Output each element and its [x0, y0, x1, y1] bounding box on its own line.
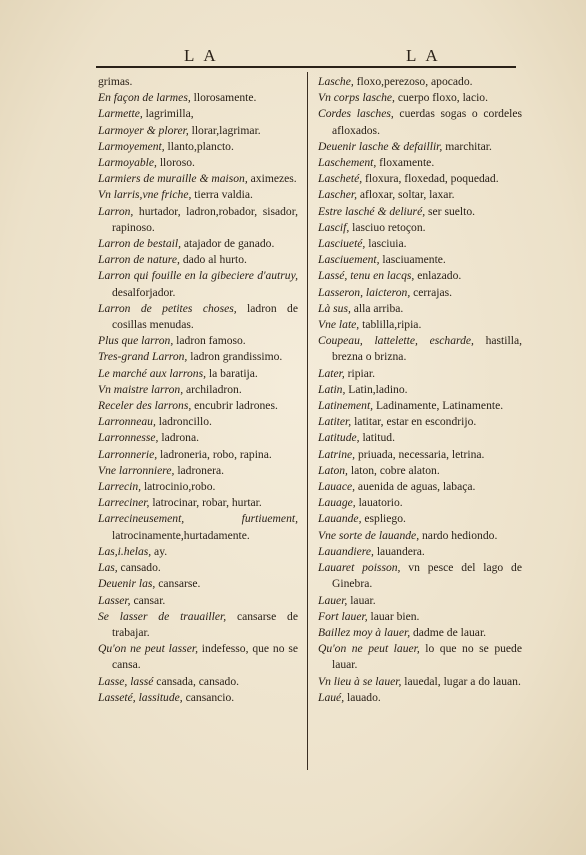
entry-headword: Lasseron, laicteron, [318, 285, 411, 299]
entry-headword: Cordes lasches, [318, 107, 394, 121]
entry-headword: Lascheté, [318, 172, 363, 186]
entry-translation: dadme de lauar. [410, 625, 487, 639]
entry-headword: Lasciueté, [318, 237, 366, 251]
entry-headword: Vn lieu à se lauer, [318, 674, 402, 688]
entry-translation: lasciuo retoçon. [349, 220, 426, 234]
dictionary-entry [98, 90, 298, 106]
dictionary-entry [318, 90, 522, 106]
entry-translation: ladronera. [174, 463, 224, 477]
entry-headword: Larmoyable, [98, 156, 157, 170]
entry-headword: Estre lasché & deliuré, [318, 204, 426, 218]
entry-translation: ladron de cosillas menudas. [112, 301, 298, 332]
entry-headword: Lascif, [318, 220, 350, 234]
entry-headword: Larrecin, [98, 480, 142, 494]
dictionary-entry [98, 333, 298, 349]
dictionary-entry [98, 414, 298, 430]
entry-translation: lauado. [344, 690, 381, 704]
entry-headword: Larmiers de muraille & maison, [98, 172, 248, 186]
dictionary-entry [318, 333, 522, 365]
dictionary-entry [318, 285, 522, 301]
dictionary-entry [318, 317, 522, 333]
dictionary-entry [98, 479, 298, 495]
entry-headword: Latitude, [318, 431, 360, 445]
dictionary-entry [318, 301, 522, 317]
entry-headword: Las, [98, 561, 118, 575]
dictionary-entry [318, 609, 522, 625]
entry-headword: Lasser, [98, 593, 131, 607]
entry-headword: Larrecineusement, furtiuement, [98, 512, 298, 526]
entry-headword: Vne larronniere, [98, 463, 175, 477]
entry-headword: Larronnerie, [98, 447, 158, 461]
dictionary-entry [98, 301, 298, 333]
dictionary-entry [318, 366, 522, 382]
entry-headword: Lauandiere, [318, 544, 374, 558]
entry-translation: espliego. [361, 512, 406, 526]
entry-translation: lasciuamente. [379, 253, 446, 267]
dictionary-entry [318, 398, 522, 414]
entry-translation: indefesso, que no se cansa. [112, 642, 298, 672]
entry-headword: Coupeau, lattelette, escharde, [318, 334, 474, 348]
entry-translation: cansancio. [182, 690, 235, 704]
left-column [98, 74, 298, 706]
dictionary-entry [318, 220, 522, 236]
entry-headword: Larronnesse, [98, 431, 159, 445]
entry-translation: cansarse de trabajar. [112, 609, 298, 639]
dictionary-entry [318, 495, 522, 511]
dictionary-entry [318, 447, 522, 463]
entry-headword: En façon de larmes, [98, 91, 191, 105]
entry-headword: Lasche, [318, 75, 354, 88]
dictionary-entry [98, 349, 298, 365]
entry-translation: floxamente. [376, 156, 435, 170]
entry-translation: atajador de ganado. [181, 237, 275, 251]
entry-translation: ladroneria, robo, rapina. [157, 447, 272, 461]
entry-headword: Là sus, [318, 301, 351, 315]
dictionary-entry [318, 236, 522, 252]
dictionary-entry [98, 511, 298, 543]
column-divider [307, 72, 308, 770]
entry-translation: cerrajas. [410, 285, 453, 299]
dictionary-entry [98, 430, 298, 446]
dictionary-entry [98, 609, 298, 641]
entry-headword: Larmette, [98, 107, 143, 121]
entry-headword: Vn maistre larron, [98, 382, 184, 396]
entry-headword: Larron qui fouille en la gibeciere d'autruy, [98, 269, 298, 283]
dictionary-entry [98, 187, 298, 203]
dictionary-entry [98, 123, 298, 139]
dictionary-entry [98, 463, 298, 479]
dictionary-entry [318, 690, 522, 706]
entry-headword: Lascher, [318, 188, 357, 202]
running-head-left: LA [184, 46, 225, 65]
entry-translation: latitar, estar en escondrijo. [351, 415, 477, 429]
dictionary-entry [318, 204, 522, 220]
entry-translation: grimas. [98, 75, 133, 88]
entry-headword: Larron, [98, 204, 134, 218]
dictionary-entry [98, 139, 298, 155]
entry-translation: cansar. [130, 593, 166, 607]
entry-headword: Plus que larron, [98, 334, 174, 348]
entry-headword: Las,i.helas, [98, 544, 152, 558]
entry-headword: Fort lauer, [318, 609, 368, 623]
dictionary-entry [318, 382, 522, 398]
entry-translation: cansarse. [155, 577, 201, 591]
entry-translation: ay. [151, 544, 168, 558]
entry-headword: Deuenir las, [98, 577, 156, 591]
entry-translation: lauatorio. [355, 496, 403, 510]
entry-headword: Larron de bestail, [98, 237, 181, 251]
dictionary-entry [98, 382, 298, 398]
entry-translation: laton, cobre alaton. [347, 463, 440, 477]
dictionary-entry [98, 544, 298, 560]
dictionary-entry [98, 495, 298, 511]
header-rule [96, 66, 516, 68]
dictionary-entry [318, 593, 522, 609]
entry-headword: Lauage, [318, 496, 356, 510]
dictionary-entry [98, 366, 298, 382]
entry-headword: Laschement, [318, 156, 377, 170]
entry-headword: Baillez moy à lauer, [318, 625, 411, 639]
entry-translation: marchitar. [442, 139, 492, 153]
entry-translation: ladrona. [158, 431, 200, 445]
dictionary-entry [98, 447, 298, 463]
dictionary-entry [98, 641, 298, 673]
entry-translation: llorosamente. [190, 91, 257, 105]
entry-translation: ladron famoso. [173, 334, 246, 348]
dictionary-entry [98, 155, 298, 171]
dictionary-entry [98, 252, 298, 268]
entry-headword: Latin, [318, 382, 346, 396]
entry-translation: lagrimilla, [142, 107, 194, 121]
entry-headword: Laton, [318, 463, 348, 477]
entry-translation: archiladron. [183, 382, 242, 396]
entry-translation: lauar bien. [367, 609, 420, 623]
entry-headword: Se lasser de trauailler, [98, 609, 227, 623]
entry-translation: ripiar. [344, 366, 376, 380]
entry-headword: Lasse, lassé [98, 674, 154, 688]
dictionary-entry [318, 528, 522, 544]
entry-translation: floxura, floxedad, poquedad. [362, 172, 499, 186]
dictionary-entry [318, 414, 522, 430]
entry-translation: tierra valdia. [191, 188, 253, 202]
dictionary-entry [98, 593, 298, 609]
entry-translation: latitud. [359, 431, 395, 445]
dictionary-entry [318, 171, 522, 187]
dictionary-entry [98, 268, 298, 300]
entry-translation: enlazado. [414, 269, 462, 283]
entry-translation: vn pesce del lago de Ginebra. [332, 561, 522, 591]
dictionary-entry [98, 674, 298, 690]
entry-translation: latrocinamente,hurtadamente. [112, 528, 250, 542]
entry-headword: Larronneau, [98, 415, 156, 429]
entry-headword: Latiter, [318, 415, 352, 429]
dictionary-entry [318, 268, 522, 284]
dictionary-entry [318, 74, 522, 90]
entry-headword: Later, [318, 366, 345, 380]
entry-translation: ser suelto. [425, 204, 476, 218]
dictionary-entry [98, 236, 298, 252]
entry-headword: Latrine, [318, 447, 356, 461]
right-column [318, 74, 522, 706]
entry-translation: lloroso. [156, 156, 195, 170]
dictionary-entry [318, 674, 522, 690]
entry-translation: afloxar, soltar, laxar. [356, 188, 455, 202]
entry-translation: auenida de aguas, labaça. [355, 480, 476, 494]
entry-headword: Tres-grand Larron, [98, 350, 188, 364]
entry-translation: priuada, necessaria, letrina. [355, 447, 485, 461]
dictionary-entry [98, 690, 298, 706]
dictionary-entry [318, 252, 522, 268]
entry-translation: Ladinamente, Latinamente. [373, 399, 504, 413]
dictionary-entry [318, 139, 522, 155]
entry-translation: encubrir ladrones. [191, 399, 278, 413]
entry-headword: Lassé, tenu en lacqs, [318, 269, 415, 283]
entry-headword: Lauaret poisson, [318, 561, 401, 575]
entry-translation: cuerdas sogas o cordeles afloxados. [332, 107, 522, 137]
entry-headword: Deuenir lasche & defaillir, [318, 139, 443, 153]
entry-translation: hurtador, ladron,robador, sisador, rapinoso. [112, 204, 298, 234]
dictionary-entry [318, 463, 522, 479]
dictionary-entry [98, 576, 298, 592]
entry-headword: Larron de petites choses, [98, 301, 237, 315]
entry-headword: Latinement, [318, 399, 374, 413]
dictionary-entry [318, 430, 522, 446]
dictionary-entry [98, 560, 298, 576]
entry-translation: latrocinio,robo. [141, 480, 216, 494]
entry-headword: Lauer, [318, 593, 348, 607]
entry-translation: aximezes. [247, 172, 297, 186]
entry-headword: Le marché aux larrons, [98, 366, 206, 380]
dictionary-entry [98, 171, 298, 187]
dictionary-entry [318, 560, 522, 592]
dictionary-entry [318, 479, 522, 495]
entry-translation: floxo,perezoso, apocado. [353, 75, 473, 88]
entry-headword: Larron de nature, [98, 253, 180, 267]
entry-headword: Lauace, [318, 480, 356, 494]
entry-translation: cuerpo floxo, lacio. [394, 91, 489, 105]
entry-headword: Qu'on ne peut lauer, [318, 642, 420, 656]
dictionary-entry [318, 625, 522, 641]
entry-translation: lauar. [347, 593, 376, 607]
entry-headword: Larmoyement, [98, 139, 165, 153]
entry-translation: ladroncillo. [155, 415, 212, 429]
entry-translation: lo que no se puede lauar. [332, 642, 522, 672]
entry-translation: lauedal, lugar a do lauan. [401, 674, 521, 688]
dictionary-entry [318, 187, 522, 203]
entry-translation: cansado. [117, 561, 161, 575]
dictionary-entry [98, 106, 298, 122]
entry-headword: Lauande, [318, 512, 362, 526]
entry-translation: nardo hediondo. [419, 528, 498, 542]
entry-translation: alla arriba. [350, 301, 404, 315]
dictionary-entry [98, 74, 298, 90]
running-head-right: LA [406, 46, 447, 65]
entry-headword: Vn larris,vne friche, [98, 188, 192, 202]
entry-translation: lauandera. [373, 544, 425, 558]
entry-translation: cansada, cansado. [153, 674, 240, 688]
entry-translation: la baratija. [205, 366, 258, 380]
dictionary-entry [318, 106, 522, 138]
dictionary-entry [318, 155, 522, 171]
entry-headword: Larreciner, [98, 496, 150, 510]
entry-translation: llanto,plancto. [164, 139, 234, 153]
entry-headword: Receler des larrons, [98, 399, 192, 413]
entry-translation: lasciuia. [365, 237, 407, 251]
entry-translation: dado al hurto. [179, 253, 247, 267]
entry-headword: Qu'on ne peut lasser, [98, 642, 198, 656]
entry-headword: Lasciuement, [318, 253, 380, 267]
entry-translation: hastilla, brezna o brizna. [332, 334, 522, 364]
entry-translation: latrocinar, robar, hurtar. [149, 496, 262, 510]
entry-headword: Vne sorte de lauande, [318, 528, 420, 542]
entry-headword: Laué, [318, 690, 345, 704]
page-header [96, 44, 516, 70]
entry-translation: llorar,lagrimar. [188, 123, 261, 137]
dictionary-entry [318, 641, 522, 673]
dictionary-entry [318, 511, 522, 527]
entry-translation: Latin,ladino. [345, 382, 408, 396]
entry-translation: ladron grandissimo. [187, 350, 283, 364]
dictionary-entry [98, 398, 298, 414]
entry-headword: Vne late, [318, 318, 360, 332]
entry-headword: Lasseté, lassitude, [98, 690, 183, 704]
dictionary-entry [318, 544, 522, 560]
dictionary-entry [98, 204, 298, 236]
entry-headword: Larmoyer & plorer, [98, 123, 189, 137]
entry-translation: desalforjador. [112, 285, 176, 299]
entry-translation: tablilla,ripia. [359, 318, 422, 332]
entry-headword: Vn corps lasche, [318, 91, 395, 105]
